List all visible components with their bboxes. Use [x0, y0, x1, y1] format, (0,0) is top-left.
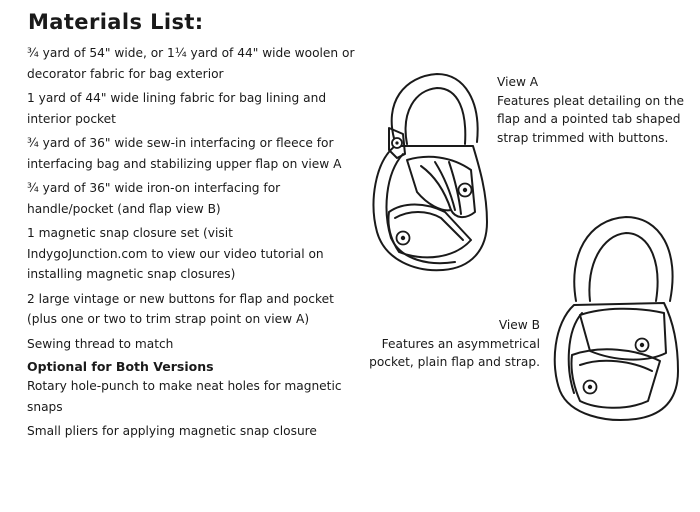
view-b-description: Features an asymmetrical pocket, plain flap and strap.: [369, 336, 540, 369]
materials-list: [27, 43, 357, 446]
page-title: Materials List:: [28, 10, 204, 34]
bag-view-a-illustration: [355, 62, 500, 277]
list-item: ¾ yard of 54" wide, or 1¼ yard of 44" wide woolen or decorator fabric for bag exterior: [27, 46, 355, 81]
list-item: 2 large vintage or new buttons for flap and pocket (plus one or two to trim strap point on view A): [27, 291, 334, 326]
list-item: 1 yard of 44" wide lining fabric for bag lining and interior pocket: [27, 91, 327, 126]
view-b-label: View B: [498, 318, 540, 332]
list-item: Small pliers for applying magnetic snap closure: [27, 424, 317, 438]
bag-view-b-illustration: [540, 205, 690, 425]
view-a-caption: [497, 73, 697, 147]
list-item: ¾ yard of 36" wide iron-on interfacing for handle/pocket (and flap view B): [27, 181, 281, 216]
list-item: Sewing thread to match: [27, 336, 174, 351]
view-b-caption: [340, 316, 540, 372]
optional-heading: Optional for Both Versions: [27, 359, 214, 374]
view-a-description: Features pleat detailing on the flap and a pointed tab shaped strap trimmed with buttons.: [497, 93, 685, 145]
list-item: ¾ yard of 36" wide sew-in interfacing or fleece for interfacing bag and stabilizing upper flap on view A: [27, 136, 342, 171]
list-item: Rotary hole-punch to make neat holes for magnetic snaps: [27, 379, 342, 414]
view-a-label: View A: [497, 75, 539, 89]
list-item: 1 magnetic snap closure set (visit IndygoJunction.com to view our video tutorial on installing magnetic snap closures): [27, 226, 324, 281]
